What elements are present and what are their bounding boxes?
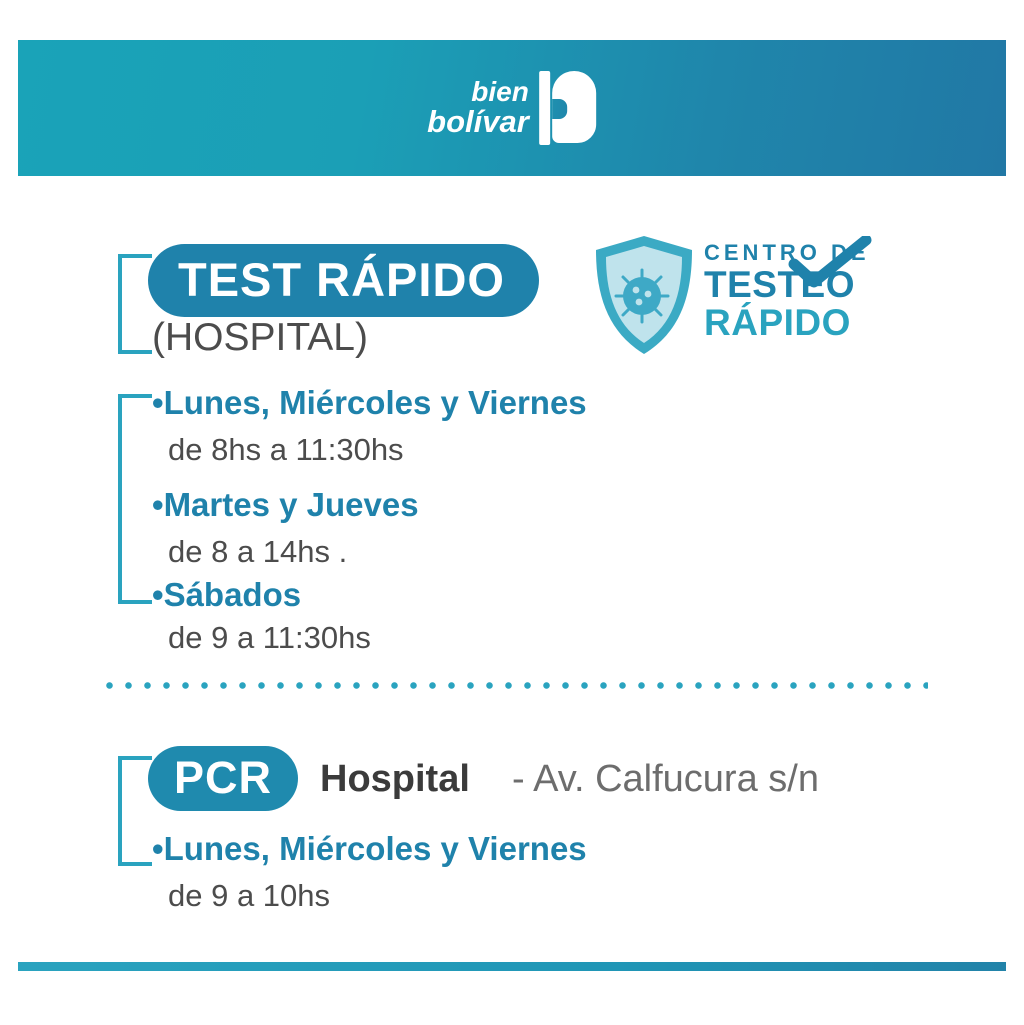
list-item xyxy=(152,384,587,422)
thumbs-up-b-logo-icon xyxy=(535,69,597,147)
bullet-icon: • xyxy=(152,384,164,421)
test-rapido-subtitle: (HOSPITAL) xyxy=(152,316,368,359)
schedule-days: Sábados xyxy=(163,576,302,613)
list-item xyxy=(152,486,419,524)
pcr-address: - Av. Calfucura s/n xyxy=(512,758,819,800)
bullet-icon: • xyxy=(152,830,164,867)
badge-text xyxy=(704,240,870,341)
badge-line2: TESTEO xyxy=(704,264,856,305)
dotted-divider xyxy=(100,682,928,689)
badge-line1: CENTRO DE xyxy=(704,240,870,265)
logo-bar xyxy=(539,71,550,145)
logo-notch xyxy=(552,99,567,119)
testing-center-badge xyxy=(592,234,892,364)
schedule-time: de 8 a 14hs . xyxy=(168,534,348,569)
schedule-time: de 9 a 10hs xyxy=(168,878,331,913)
header-banner xyxy=(18,40,1006,176)
bracket-test-title xyxy=(118,254,152,354)
schedule-days: Lunes, Miércoles y Viernes xyxy=(163,830,587,867)
schedule-time: de 8hs a 11:30hs xyxy=(168,432,404,467)
main-content xyxy=(0,176,1024,956)
pcr-place: Hospital xyxy=(320,758,470,800)
schedule-days: Martes y Jueves xyxy=(163,486,419,523)
bullet-icon: • xyxy=(152,576,164,613)
test-rapido-title: TEST RÁPIDO xyxy=(148,244,539,317)
shield-virus-icon xyxy=(592,234,696,356)
badge-line3: RÁPIDO xyxy=(704,301,851,343)
brand-logo xyxy=(427,69,597,147)
pcr-title: PCR xyxy=(148,746,298,811)
list-item xyxy=(152,830,587,868)
brand-logo-line2: bolívar xyxy=(427,104,529,140)
schedule-days: Lunes, Miércoles y Viernes xyxy=(163,384,587,421)
bullet-icon: • xyxy=(152,486,164,523)
list-item xyxy=(152,576,301,614)
brand-logo-line1: bien xyxy=(471,75,529,107)
bracket-test-schedule xyxy=(118,394,152,604)
schedule-time: de 9 a 11:30hs xyxy=(168,620,371,655)
footer-bar xyxy=(18,962,1006,971)
bracket-pcr xyxy=(118,756,152,866)
brand-logo-text xyxy=(427,75,529,140)
